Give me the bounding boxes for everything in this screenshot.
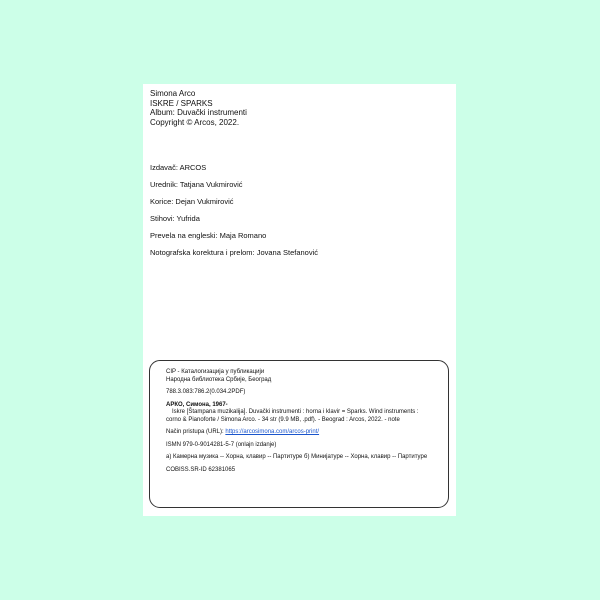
cip-record-box bbox=[149, 360, 449, 508]
cip-library-line: Народна библиотека Србије, Београд bbox=[166, 376, 272, 383]
cip-heading-line: CIP - Каталогизација у публикацији bbox=[166, 369, 265, 375]
credit-publisher: Izdavač: ARCOS bbox=[150, 163, 207, 172]
credits-list bbox=[150, 163, 318, 265]
cip-ismn: ISMN 979-0-9014281-5-7 (onlajn izdanje) bbox=[166, 441, 277, 448]
credit-typesetting: Notografska korektura i prelom: Jovana Stefanović bbox=[150, 248, 318, 257]
credit-cover: Korice: Dejan Vukmirović bbox=[150, 197, 234, 206]
cip-subjects: а) Камерна музика -- Хорна, клавир -- Партитуре б) Минијатуре -- Хорна, клавир -- Партитуре bbox=[166, 454, 428, 460]
title-block bbox=[150, 89, 247, 127]
cip-entry bbox=[166, 402, 438, 425]
cip-access-line bbox=[166, 429, 438, 437]
cip-entry-description-line: corno & Pianoforte / Simona Arco. - 34 str (9.9 MB, .pdf). - Beograd : Arcos, 2022. - note bbox=[166, 416, 400, 423]
copyright-line: Copyright © Arcos, 2022. bbox=[150, 117, 240, 127]
cip-cobiss-id: COBISS.SR-ID 62381065 bbox=[166, 466, 236, 473]
cip-access-link[interactable]: https://arcosimona.com/arcos-print/ bbox=[225, 429, 320, 435]
author-name: Simona Arco bbox=[150, 89, 196, 98]
credit-editor: Urednik: Tatjana Vukmirović bbox=[150, 180, 243, 189]
cip-entry-description-line: Iskre [Štampana muzikalija]. Duvački instrumenti : horna i klavir = Sparks. Wind instruments : bbox=[172, 409, 419, 415]
credit-translator: Prevela na engleski: Maja Romano bbox=[150, 231, 267, 240]
credit-lyrics: Stihovi: Yufrida bbox=[150, 214, 200, 223]
work-title: ISKRE / SPARKS bbox=[150, 98, 213, 108]
cip-classification: 788.3.083:786.2(0.034.2PDF) bbox=[166, 389, 246, 395]
document-page bbox=[143, 84, 456, 516]
cip-heading bbox=[166, 369, 438, 384]
cip-access-label: Način pristupa (URL): bbox=[166, 429, 226, 435]
album-name: Album: Duvački instrumenti bbox=[150, 108, 247, 117]
cip-entry-name: АРКО, Симона, 1967- bbox=[166, 401, 228, 408]
